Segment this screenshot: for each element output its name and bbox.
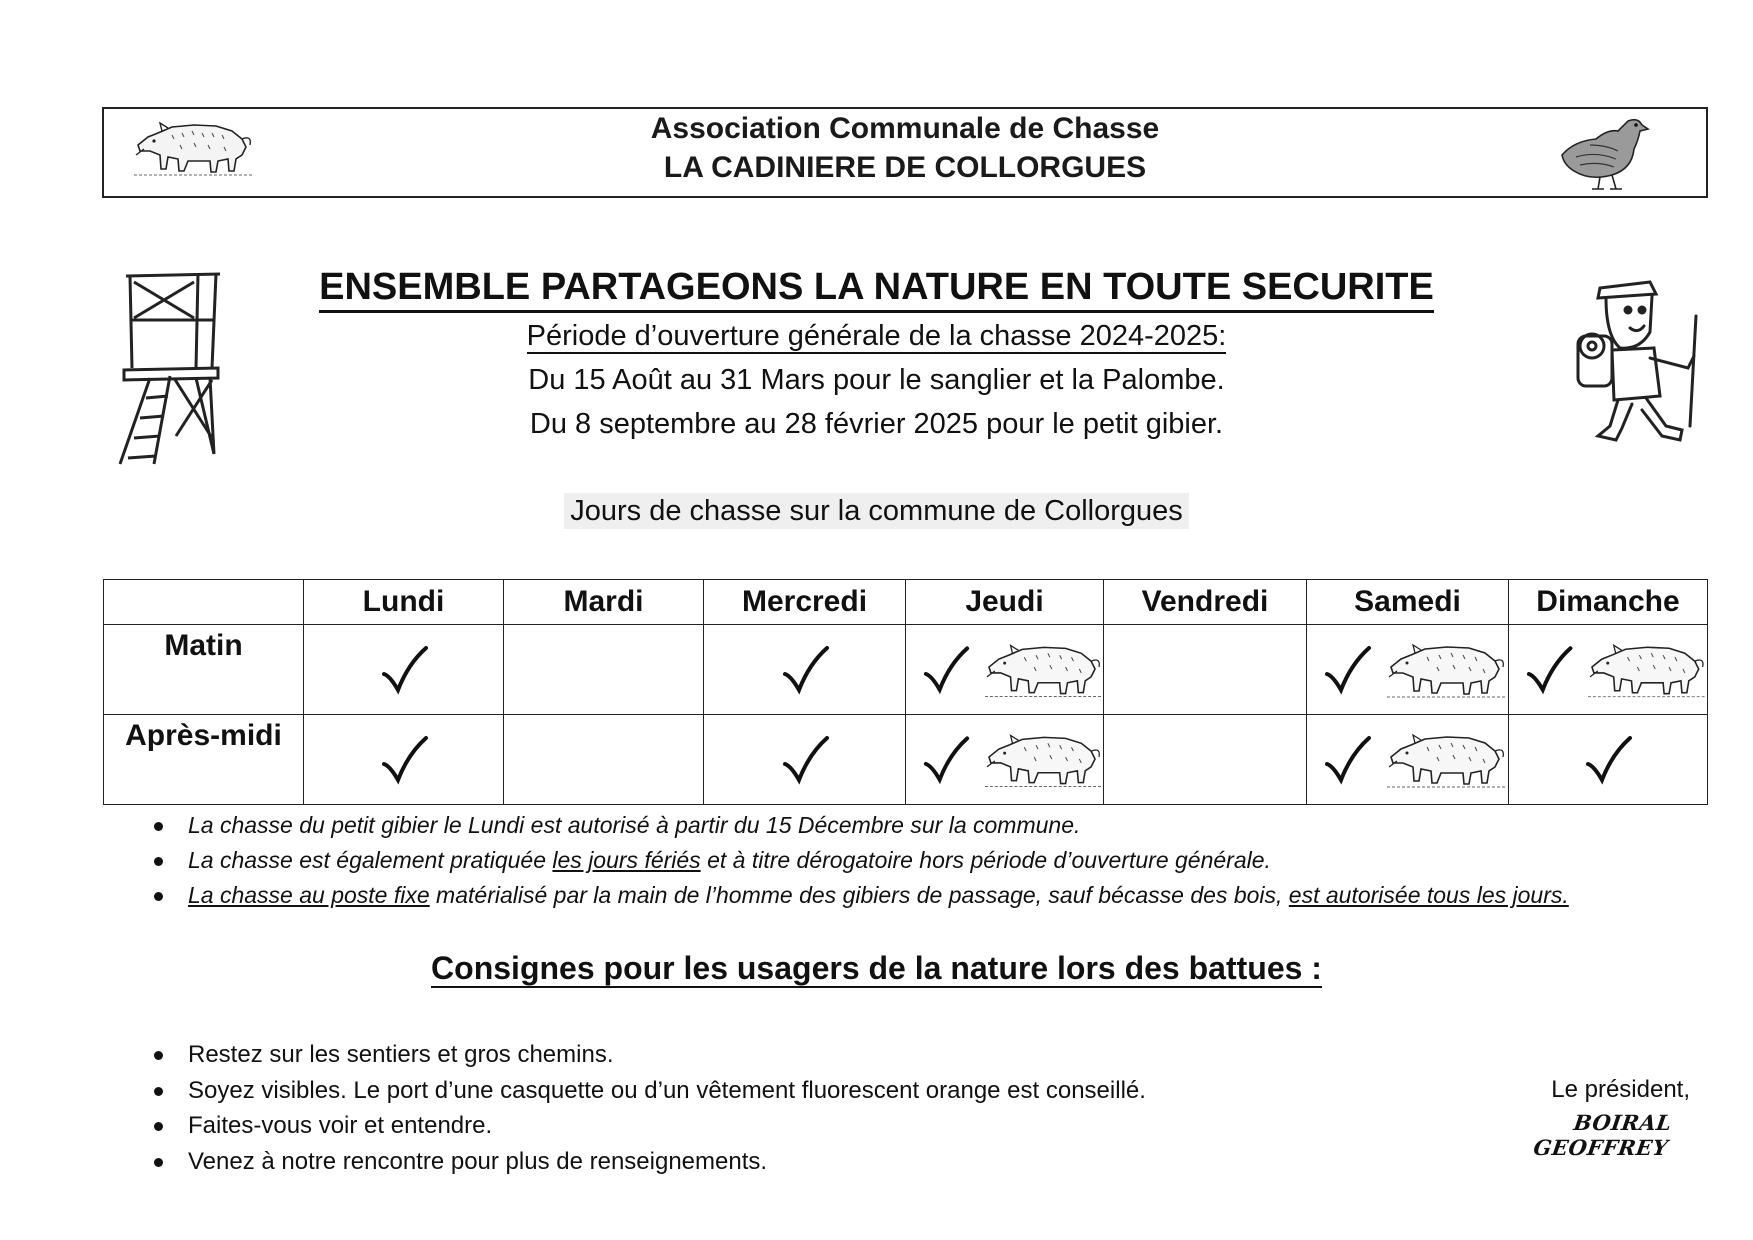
wild-boar-icon xyxy=(1387,639,1507,701)
check-mark-icon xyxy=(1321,644,1373,696)
consigne-item: Faites-vous voir et entendre. xyxy=(150,1108,1350,1144)
day-header-dimanche: Dimanche xyxy=(1509,580,1708,625)
schedule-cell-vendredi xyxy=(1104,625,1307,715)
schedule-cell-content xyxy=(1307,718,1508,802)
check-mark-icon xyxy=(1321,734,1373,786)
wild-boar-icon xyxy=(1387,729,1507,791)
day-header-mardi: Mardi xyxy=(504,580,704,625)
schedule-cell-mardi xyxy=(504,625,704,715)
consigne-item: Restez sur les sentiers et gros chemins. xyxy=(150,1037,1350,1073)
consignes-list xyxy=(150,1037,1350,1179)
row-label-matin: Matin xyxy=(104,625,304,715)
schedule-cell-content xyxy=(504,718,703,802)
main-title-text: ENSEMBLE PARTAGEONS LA NATURE EN TOUTE SECURITE xyxy=(319,266,1434,313)
schedule-cell-jeudi xyxy=(906,715,1104,805)
check-mark-icon xyxy=(920,644,971,696)
main-title xyxy=(0,266,1753,309)
schedule-cell-vendredi xyxy=(1104,715,1307,805)
schedule-cell-content xyxy=(1509,718,1707,802)
schedule-cell-samedi xyxy=(1307,715,1509,805)
rule-3-middle: matérialisé par la main de l’homme des gibiers de passage, sauf bécasse des bois, xyxy=(429,882,1289,908)
president-signature: BOIRAL GEOFFREY xyxy=(1531,1110,1674,1160)
check-mark-icon xyxy=(1523,644,1574,696)
table-row xyxy=(104,715,1708,805)
rule-3-underlined-start: La chasse au poste fixe xyxy=(188,882,430,908)
row-label-apres-midi: Après-midi xyxy=(104,715,304,805)
wild-boar-icon xyxy=(1588,639,1707,701)
header-box xyxy=(102,107,1708,198)
rule-3-underlined-end: est autorisée tous les jours. xyxy=(1288,882,1569,908)
day-header-jeudi: Jeudi xyxy=(906,580,1104,625)
day-header-samedi: Samedi xyxy=(1307,580,1509,625)
day-header-lundi: Lundi xyxy=(304,580,504,625)
schedule-cell-content xyxy=(906,628,1103,712)
schedule-cell-content xyxy=(304,628,503,712)
schedule-cell-content xyxy=(304,718,503,802)
check-mark-icon xyxy=(920,734,971,786)
schedule-cell-content xyxy=(704,718,905,802)
wild-boar-icon xyxy=(985,639,1103,701)
schedule-cell-samedi xyxy=(1307,625,1509,715)
season-line-sanglier: Du 15 Août au 31 Mars pour le sanglier et la Palombe. xyxy=(528,364,1225,396)
day-header-mercredi: Mercredi xyxy=(704,580,906,625)
consignes-title-text: Consignes pour les usagers de la nature lors des battues : xyxy=(431,950,1322,986)
schedule-cell-lundi xyxy=(304,625,504,715)
schedule-cell-content xyxy=(1509,628,1707,712)
schedule-cell-content xyxy=(906,718,1103,802)
partridge-icon xyxy=(1556,111,1652,193)
schedule-cell-mardi xyxy=(504,715,704,805)
association-name: Association Communale de Chasse xyxy=(650,112,1160,145)
schedule-cell-mercredi xyxy=(704,625,906,715)
rule-2-after: et à titre dérogatoire hors période d’ouverture générale. xyxy=(700,847,1271,873)
check-mark-icon xyxy=(779,644,831,696)
schedule-cell-content xyxy=(504,628,703,712)
rule-2-before: La chasse est également pratiquée xyxy=(188,847,553,873)
schedule-cell-content xyxy=(704,628,905,712)
consigne-item: Venez à notre rencontre pour plus de renseignements. xyxy=(150,1144,1350,1180)
table-header-row xyxy=(104,580,1708,625)
hunting-days-heading-text: Jours de chasse sur la commune de Collorgues xyxy=(564,493,1189,529)
schedule-cell-jeudi xyxy=(906,625,1104,715)
schedule-cell-content xyxy=(1104,628,1306,712)
season-heading xyxy=(0,320,1753,353)
rule-petit-gibier-lundi: La chasse du petit gibier le Lundi est autorisé à partir du 15 Décembre sur la commune. xyxy=(150,808,1710,843)
schedule-cell-mercredi xyxy=(704,715,906,805)
schedule-body xyxy=(104,625,1708,805)
association-location: LA CADINIERE DE COLLORGUES xyxy=(663,151,1147,184)
rule-jours-feries xyxy=(150,843,1710,878)
rules-list xyxy=(150,808,1710,913)
schedule-cell-content xyxy=(1307,628,1508,712)
schedule-cell-lundi xyxy=(304,715,504,805)
schedule-cell-dimanche xyxy=(1509,715,1708,805)
season-heading-text: Période d’ouverture générale de la chasse 2024-2025: xyxy=(526,320,1227,352)
check-mark-icon xyxy=(1582,734,1634,786)
rule-poste-fixe xyxy=(150,878,1736,913)
check-mark-icon xyxy=(378,734,430,786)
hunting-schedule-table xyxy=(103,579,1708,805)
schedule-cell-dimanche xyxy=(1509,625,1708,715)
wild-boar-icon xyxy=(985,729,1103,791)
check-mark-icon xyxy=(378,644,430,696)
rule-2-underlined: les jours fériés xyxy=(552,847,701,873)
consigne-item: Soyez visibles. Le port d’une casquette ou d’un vêtement fluorescent orange est conseillé. xyxy=(150,1073,1350,1109)
day-header-vendredi: Vendredi xyxy=(1104,580,1307,625)
check-mark-icon xyxy=(779,734,831,786)
season-line-petit-gibier: Du 8 septembre au 28 février 2025 pour le petit gibier. xyxy=(529,408,1224,440)
schedule-cell-content xyxy=(1104,718,1306,802)
hunting-days-heading xyxy=(0,495,1753,528)
president-label: Le président, xyxy=(1551,1076,1690,1103)
table-corner-cell xyxy=(104,580,304,625)
consignes-title xyxy=(0,950,1753,987)
table-row xyxy=(104,625,1708,715)
